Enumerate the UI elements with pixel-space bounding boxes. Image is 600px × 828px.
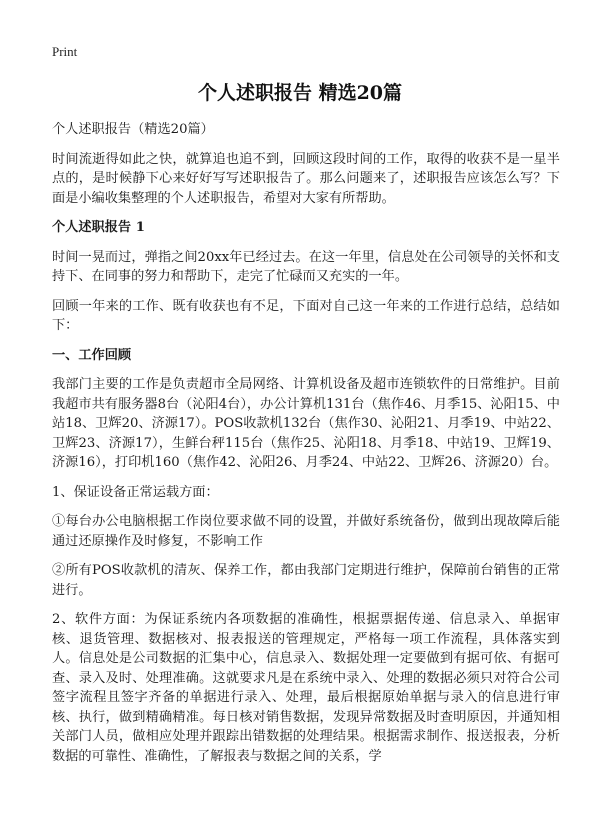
intro-paragraph: 时间流逝得如此之快，就算追也追不到，回顾这段时间的工作，取得的收获不是一星半点的，是时候静下心来好好写写述职报告了。那么问题来了，述职报告应该怎么写？下面是小编收集整理的个人述职报告，希望对大家有所帮助。 — [52, 151, 560, 206]
section-heading-report-1: 个人述职报告 1 — [52, 220, 145, 235]
print-label: Print — [52, 44, 78, 59]
section-heading-work-review: 一、工作回顾 — [52, 347, 132, 363]
paragraph-4: 1、保证设备正常运载方面： — [52, 484, 219, 500]
paragraph-2: 回顾一年来的工作、既有收获也有不足，下面对自己这一年来的工作进行总结，总结如下： — [52, 298, 560, 333]
paragraph-6: ②所有POS收款机的清灰、保养工作，都由我部门定期进行维护，保障前台销售的正常进行。 — [52, 563, 560, 598]
document-body — [52, 120, 560, 776]
document-title: 个人述职报告 精选20篇 — [197, 82, 403, 104]
paragraph-7: 2、软件方面：为保证系统内各项数据的准确性，根据票据传递、信息录入、单据审核、退货管理、数据核对、报表报送的管理规定，严格每一项工作流程，具体落实到人。信息处是公司数据的汇集中心，信息录入、数据处理一定要做到有据可依、有据可查、录入及时、处理准确。这就要求凡是在系统中录入、处理的数据必须只对符合公司签字流程且签字齐备的单据进行录入、处理，最后根据原始单据与录入的信息进行审核、执行，做到精确精准。每日核对销售数据，发现异常数据及时查明原因，并通知相关部门人员，做相应处理并跟踪出错数据的处理结果。根据需求制作、报送报表，分析数据的可靠性、准确性，了解报表与数据之间的关系，学 — [52, 612, 560, 764]
paragraph-1: 时间一晃而过，弹指之间20xx年已经过去。在这一年里，信息处在公司领导的关怀和支持下、在同事的努力和帮助下，走完了忙碌而又充实的一年。 — [52, 249, 560, 284]
paragraph-5: ①每台办公电脑根据工作岗位要求做不同的设置，并做好系统备份，做到出现故障后能通过还原操作及时修复，不影响工作 — [52, 514, 560, 549]
document-subtitle: 个人述职报告（精选20篇） — [52, 122, 214, 137]
paragraph-3: 我部门主要的工作是负责超市全局网络、计算机设备及超市连锁软件的日常维护。目前我超市共有服务器8台（沁阳4台），办公计算机131台（焦作46、月季15、沁阳15、中站18、卫辉20、济源17）。POS收款机132台（焦作30、沁阳21、月季19、中站22、卫辉23、济源17），生鲜台秤115台（焦作25、沁阳18、月季18、中站19、卫辉19、济源16），打印机160（焦作42、沁阳26、月季24、中站22、卫辉26、济源20）台。 — [52, 377, 560, 470]
